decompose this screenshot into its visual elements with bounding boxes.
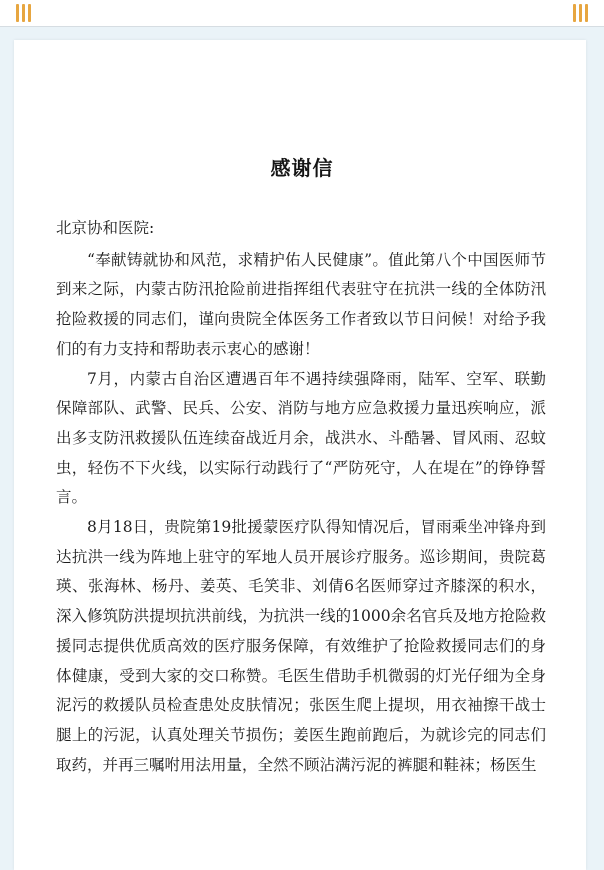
left-bar-icon	[16, 4, 31, 22]
right-bar-icon	[573, 4, 588, 22]
salutation: 北京协和医院:	[56, 219, 155, 237]
paragraph-1: “奉献铸就协和风范，求精护佑人民健康”。值此第八个中国医师节到来之际，内蒙古防汛抢险前进指挥组代表驻守在抗洪一线的全体防汛抢险救援的同志们，谨向贵院全体医务工作者致以节日问候！对给予我们的有力支持和帮助表示衷心的感谢！	[56, 250, 546, 358]
letter-body	[56, 214, 546, 780]
page-title: 感谢信	[270, 156, 334, 180]
paragraph-3: 8月18日，贵院第19批援蒙医疗队得知情况后，冒雨乘坐冲锋舟到达抗洪一线为阵地上驻守的军地人员开展诊疗服务。巡诊期间，贵院葛瑛、张海林、杨丹、姜英、毛笑非、刘倩6名医师穿过齐膝深的积水，深入修筑防洪提坝抗洪前线，为抗洪一线的1000余名官兵及地方抢险救援同志提供优质高效的医疗服务保障，有效维护了抢险救援同志们的身体健康，受到大家的交口称赞。毛医生借助手机微弱的灯光仔细为全身泥污的救援队员检查患处皮肤情况；张医生爬上提坝，用衣袖擦干战士腿上的污泥，认真处理关节损伤；姜医生跑前跑后，为就诊完的同志们取药，并再三嘱咐用法用量，全然不顾沾满污泥的裤腿和鞋袜；杨医生	[56, 518, 546, 774]
top-bar	[0, 0, 604, 27]
paragraph-2: 7月，内蒙古自治区遭遇百年不遇持续强降雨，陆军、空军、联勤保障部队、武警、民兵、公安、消防与地方应急救援力量迅疾响应，派出多支防汛救援队伍连续奋战近月余，战洪水、斗酷暑、冒风雨、忍蚊虫，轻伤不下火线，以实际行动践行了“严防死守，人在堤在”的铮铮誓言。	[56, 369, 546, 507]
